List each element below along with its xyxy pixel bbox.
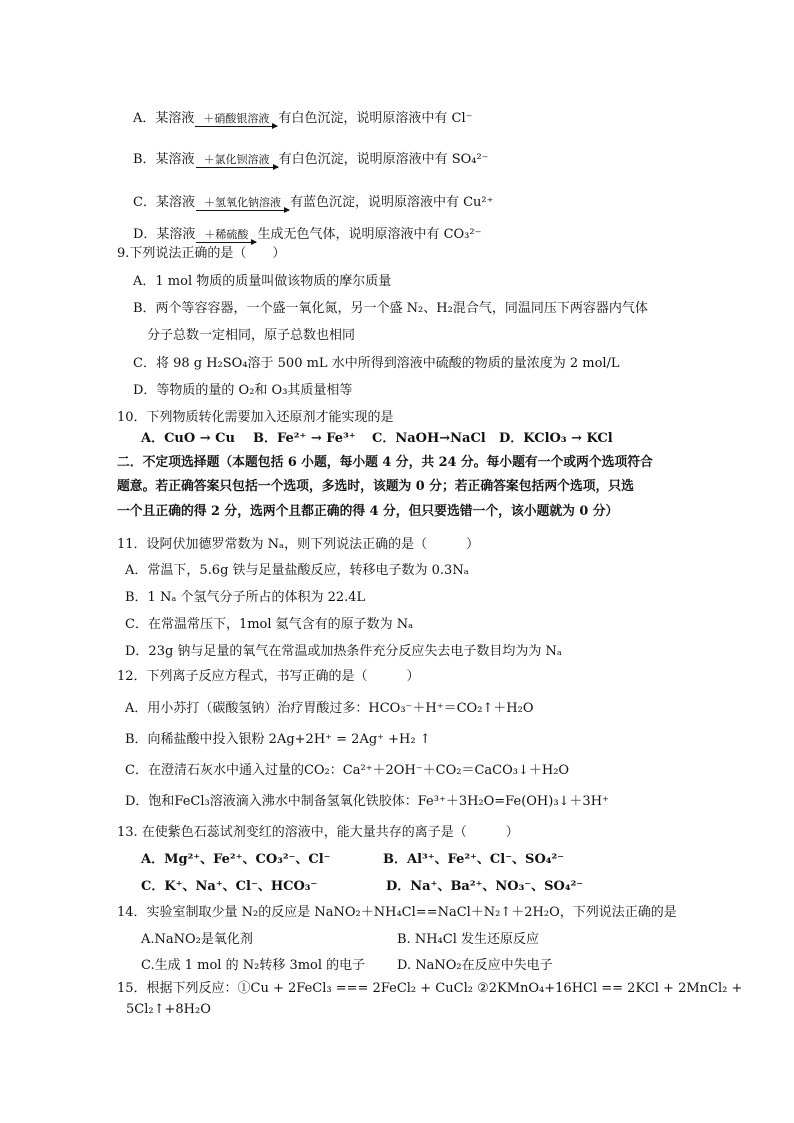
q14-option-b: B. NH₄Cl 发生还原反应 — [397, 932, 539, 947]
q12-option-c: C．在澄清石灰水中通入过量的CO₂：Ca²⁺＋2OH⁻＋CO₂＝CaCO₃↓＋H₂O — [125, 763, 570, 778]
q15-line-2: 5Cl₂↑+8H₂O — [126, 1002, 211, 1017]
reaction-arrow — [195, 113, 277, 125]
reaction-arrow — [196, 197, 289, 209]
arrow-reagent: ＋氯化钡溶液 — [203, 153, 270, 166]
reaction-arrow — [196, 229, 256, 241]
reaction-arrow — [196, 154, 278, 166]
q13-option-d: D．Na⁺、Ba²⁺、NO₃⁻、SO₄²⁻ — [386, 879, 584, 894]
arrow-reagent: ＋稀硫酸 — [204, 228, 249, 241]
q11-stem: 11．设阿伏加德罗常数为 Nₐ，则下列说法正确的是（ ） — [117, 537, 480, 552]
q11-option-c: C．在常温常压下，1mol 氦气含有的原子数为 Nₐ — [125, 617, 414, 632]
q8-option-b: B．某溶液 ＋氯化钡溶液 有白色沉淀，说明原溶液中有 SO₄²⁻ — [133, 152, 489, 167]
q11-option-a: A．常温下，5.6g 铁与足量盐酸反应，转移电子数为 0.3Nₐ — [125, 563, 469, 578]
q9-option-c: C．将 98 g H₂SO₄溶于 500 mL 水中所得到溶液中硫酸的物质的量浓度为 2 mol/L — [133, 356, 620, 371]
q8-option-c: C．某溶液 ＋氢氧化钠溶液 有蓝色沉淀，说明原溶液中有 Cu²⁺ — [133, 195, 494, 210]
q12-option-a: A．用小苏打（碳酸氢钠）治疗胃酸过多：HCO₃⁻＋H⁺＝CO₂↑＋H₂O — [125, 701, 534, 716]
q10-option-c: C．NaOH→NaCl — [372, 431, 486, 446]
arrow-reagent: ＋硝酸银溶液 — [203, 112, 270, 125]
q9-option-b-cont: 分子总数一定相同，原子总数也相同 — [147, 328, 356, 343]
q12-option-d: D．饱和FeCl₃溶液滴入沸水中制备氢氧化铁胶体：Fe³⁺＋3H₂O=Fe(OH)₃↓＋3H⁺ — [125, 794, 609, 809]
q14-option-c: C.生成 1 mol 的 N₂转移 3mol 的电子 — [141, 958, 366, 973]
q11-option-b: B．1 Nₐ 个氢气分子所占的体积为 22.4L — [125, 590, 366, 605]
q10-option-d: D．KClO₃ → KCl — [499, 431, 613, 446]
q8-option-a: A．某溶液 ＋硝酸银溶液 有白色沉淀，说明原溶液中有 Cl⁻ — [133, 111, 473, 126]
q14-stem: 14．实验室制取少量 N₂的反应是 NaNO₂＋NH₄Cl==NaCl＋N₂↑＋2H₂O，下列说法正确的是 — [117, 905, 677, 920]
section2-line-2: 题意。若正确答案只包括一个选项，多选时，该题为 0 分；若正确答案包括两个选项，只选 — [117, 479, 634, 494]
arrow-reagent: ＋氢氧化钠溶液 — [203, 196, 281, 209]
q13-stem: 13. 在使紫色石蕊试剂变红的溶液中，能大量共存的离子是（ ） — [117, 825, 519, 840]
q15-line-1: 15．根据下列反应：①Cu + 2FeCl₃ === 2FeCl₂ + CuCl₂ ②2KMnO₄+16HCl == 2KCl + 2MnCl₂ + — [117, 981, 743, 996]
q9-option-d: D．等物质的量的 O₂和 O₃其质量相等 — [133, 383, 353, 398]
q8-option-d: D．某溶液 ＋稀硫酸 生成无色气体，说明原溶液中有 CO₃²⁻ — [133, 227, 482, 242]
section2-line-1: 二．不定项选择题（本题包括 6 小题，每小题 4 分，共 24 分。每小题有一个或两个选项符合 — [117, 455, 653, 470]
q10-option-a: A．CuO → Cu — [141, 431, 235, 446]
q12-stem: 12．下列离子反应方程式，书写正确的是（ ） — [117, 669, 420, 684]
q9-stem: 9.下列说法正确的是（ ） — [117, 246, 286, 261]
q9-option-a: A．1 mol 物质的质量叫做该物质的摩尔质量 — [133, 274, 392, 289]
q11-option-d: D．23g 钠与足量的氧气在常温或加热条件充分反应失去电子数目均为为 Nₐ — [125, 644, 562, 659]
q14-option-a: A.NaNO₂是氧化剂 — [141, 932, 253, 947]
q13-option-a: A．Mg²⁺、Fe²⁺、CO₃²⁻、Cl⁻ — [141, 852, 331, 867]
q13-option-b: B．Al³⁺、Fe²⁺、Cl⁻、SO₄²⁻ — [383, 852, 565, 867]
q10-stem: 10．下列物质转化需要加入还原剂才能实现的是 — [117, 410, 394, 425]
q12-option-b: B．向稀盐酸中投入银粉 2Ag+2H⁺ = 2Ag⁺ +H₂ ↑ — [125, 732, 431, 747]
section2-line-3: 一个且正确的得 2 分，选两个且都正确的得 4 分，但只要选错一个，该小题就为 0 分） — [117, 504, 619, 519]
q10-option-b: B．Fe²⁺ → Fe³⁺ — [253, 431, 356, 446]
q9-option-b: B．两个等容容器，一个盛一氧化氮，另一个盛 N₂、H₂混合气，同温同压下两容器内气体 — [133, 301, 648, 316]
q13-option-c: C．K⁺、Na⁺、Cl⁻、HCO₃⁻ — [141, 879, 318, 894]
q14-option-d: D. NaNO₂在反应中失电子 — [397, 958, 553, 973]
